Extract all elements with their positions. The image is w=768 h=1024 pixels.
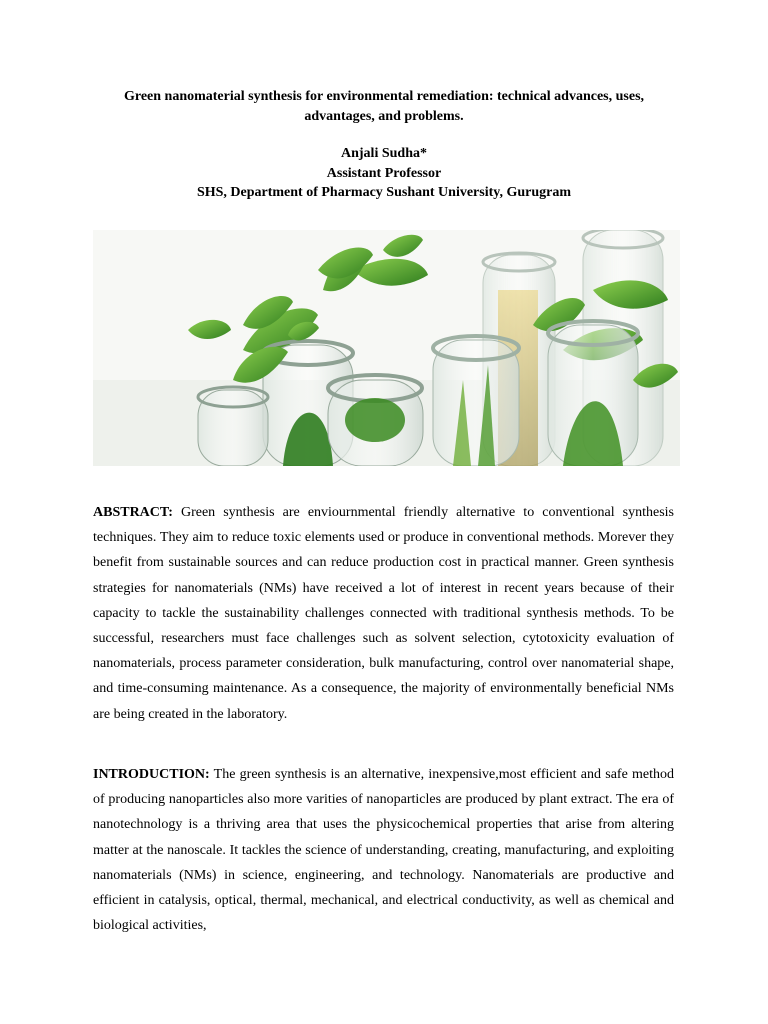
author-name: Anjali Sudha* [341, 146, 427, 161]
abstract-paragraph [93, 500, 674, 727]
test-tube-plants-illustration [93, 230, 680, 466]
introduction-heading: INTRODUCTION: [93, 767, 210, 782]
author-affiliation: SHS, Department of Pharmacy Sushant University, Gurugram [196, 185, 572, 200]
abstract-heading: ABSTRACT: [93, 505, 173, 520]
author-block [93, 144, 675, 203]
author-position: Assistant Professor [326, 165, 442, 181]
paper-title: Green nanomaterial synthesis for environmental remediation: technical advances, uses, advantages, and problems. [123, 89, 645, 124]
introduction-text: The green synthesis is an alternative, inexpensive,most efficient and safe method of producing nanoparticles also more varities of nanoparticles are produced by plant extract. The era of nanotechnology is a thriving area that uses the physicochemical properties that arise from altering matter at the nanoscale. It tackles the science of understanding, creating, manufacturing, and exploiting nanomaterials (NMs) in science, engineering, and technology. Nanomaterials are productive and efficient in catalysis, optical, thermal, mechanical, and electrical conductivity, as well as chemical and biological activities, [93, 767, 675, 934]
introduction-paragraph [93, 762, 674, 938]
abstract-text: Green synthesis are enviournmental friendly alternative to conventional synthesis techniques. They aim to reduce toxic elements used or produce in conventional methods. Morever they benefit from sustainable sources and can reduce production cost in practical manner. Green synthesis strategies for nanomaterials (NMs) have received a lot of interest in recent years because of their capacity to tackle the sustainability challenges connected with traditional synthesis methods. To be successful, researchers must face challenges such as solvent selection, cytotoxicity evaluation of nanomaterials, process parameter consideration, bulk manufacturing, control over nanomaterial shape, and time-consuming maintenance. As a consequence, the majority of environmentally beneficial NMs are being created in the laboratory. [93, 505, 674, 722]
test-tube-plants-image [93, 230, 680, 466]
